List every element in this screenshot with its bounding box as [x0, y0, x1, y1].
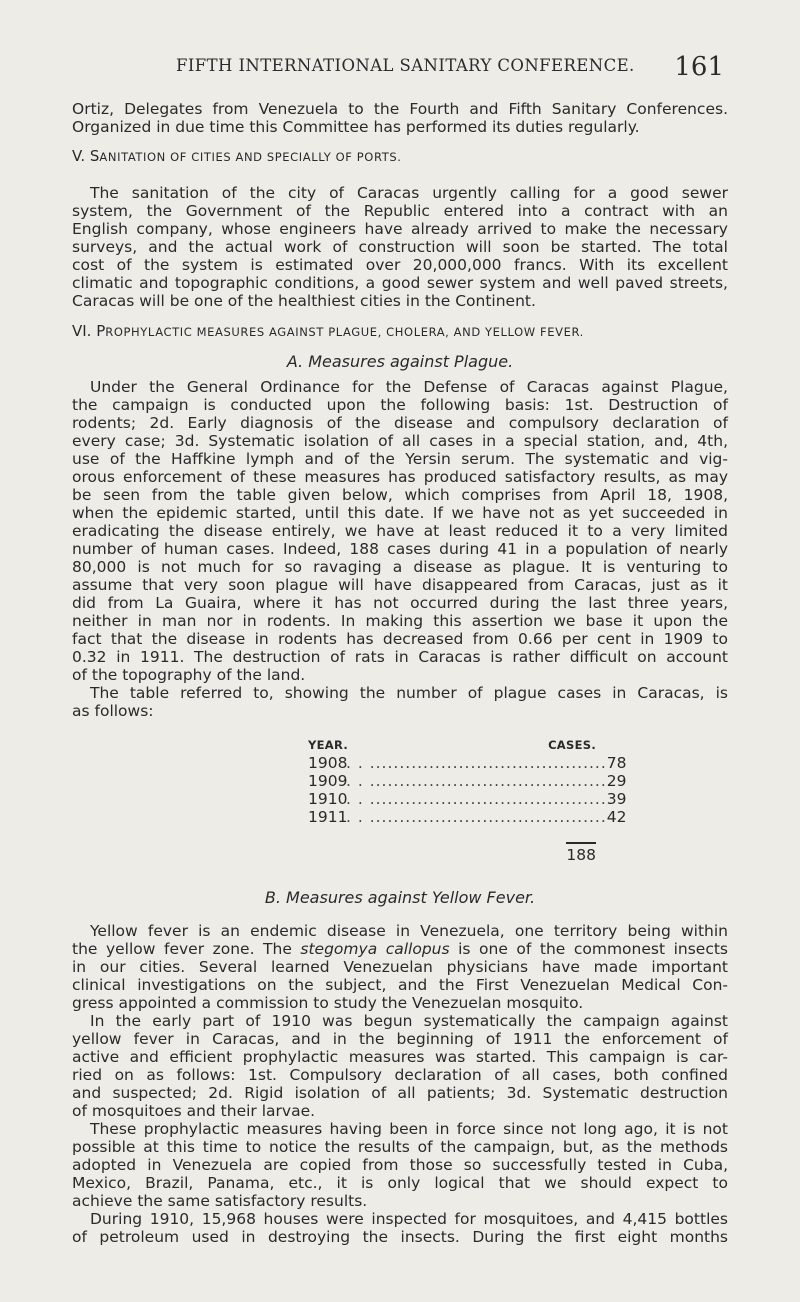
- body-line: and suspected; 2d. Rigid isolation of all patients; 3d. Systematic destruction: [72, 1084, 728, 1102]
- body-line: Yellow fever is an endemic disease in Venezuela, one territory being within: [90, 922, 728, 940]
- body-line: neither in man nor in rodents. In making this assertion we base it upon the: [72, 612, 728, 630]
- body-line: when the epidemic started, until this date. If we have not as yet succeeded in: [72, 504, 728, 522]
- body-line: English company, whose engineers have already arrived to make the necessary: [72, 220, 728, 238]
- body-line: [72, 940, 728, 958]
- table-row: [308, 754, 627, 772]
- section-title: ROPHYLACTIC MEASURES AGAINST PLAGUE, CHOLERA, AND YELLOW FEVER.: [105, 325, 584, 339]
- body-line: cost of the system is estimated over 20,000,000 francs. With its excellent: [72, 256, 728, 274]
- body-line: gress appointed a commission to study the Venezuelan mosquito.: [72, 994, 584, 1012]
- body-line: as follows:: [72, 702, 154, 720]
- table-row: [308, 772, 627, 790]
- section-initial: P: [96, 322, 106, 340]
- body-line: use of the Haffkine lymph and of the Yersin serum. The systematic and vig-: [72, 450, 728, 468]
- body-line: active and efficient prophylactic measures was started. This campaign is car-: [72, 1048, 728, 1066]
- subheading-plague: A. Measures against Plague.: [286, 352, 514, 371]
- year-cell: 1908: [308, 754, 348, 772]
- page-number: 161: [674, 52, 724, 82]
- year-cell: 1910: [308, 790, 348, 808]
- body-line: rodents; 2d. Early diagnosis of the disease and compulsory declaration of: [72, 414, 728, 432]
- body-line: be seen from the table given below, which comprises from April 18, 1908,: [72, 486, 728, 504]
- body-line: orous enforcement of these measures has produced satisfactory results, as may: [72, 468, 728, 486]
- body-line: Caracas will be one of the healthiest cities in the Continent.: [72, 292, 536, 310]
- body-line: 80,000 is not much for so ravaging a disease as plague. It is venturing to: [72, 558, 728, 576]
- body-line: of the topography of the land.: [72, 666, 306, 684]
- body-line: climatic and topographic conditions, a good sewer system and well paved streets,: [72, 274, 728, 292]
- section-heading-v: [72, 147, 728, 166]
- body-line: assume that very soon plague will have disappeared from Caracas, just as it: [72, 576, 728, 594]
- text-run: is one of the commonest insects: [449, 940, 728, 958]
- leader-dots: . . ........................................: [346, 808, 607, 826]
- text-run: the yellow fever zone. The: [72, 940, 301, 958]
- subheading-yellow-fever: B. Measures against Yellow Fever.: [264, 888, 536, 907]
- body-line: The table referred to, showing the number of plague cases in Caracas, is: [90, 684, 728, 702]
- year-cell: 1911: [308, 808, 348, 826]
- body-line: ried on as follows: 1st. Compulsory declaration of all cases, both confined: [72, 1066, 728, 1084]
- body-line: of mosquitoes and their larvae.: [72, 1102, 316, 1120]
- body-line: number of human cases. Indeed, 188 cases during 41 in a population of nearly: [72, 540, 728, 558]
- body-line: clinical investigations on the subject, and the First Venezuelan Medical Con-: [72, 976, 728, 994]
- section-numeral: V.: [72, 147, 86, 165]
- body-line: During 1910, 15,968 houses were inspected for mosquitoes, and 4,415 bottles: [90, 1210, 728, 1228]
- cases-cell: 39: [606, 790, 627, 808]
- body-line: of petroleum used in destroying the insects. During the first eight months: [72, 1228, 728, 1246]
- column-header-year: YEAR.: [308, 738, 349, 752]
- section-initial: S: [89, 147, 100, 165]
- body-line: Mexico, Brazil, Panama, etc., it is only logical that we should expect to: [72, 1174, 728, 1192]
- cases-cell: 78: [606, 754, 627, 772]
- species-name: stegomya callopus: [300, 940, 450, 958]
- section-numeral: VI.: [72, 322, 92, 340]
- body-line: in our cities. Several learned Venezuelan physicians have made important: [72, 958, 728, 976]
- body-line: the campaign is conducted upon the following basis: 1st. Destruction of: [72, 396, 728, 414]
- table-row: [308, 790, 627, 808]
- body-line: achieve the same satisfactory results.: [72, 1192, 368, 1210]
- body-line: system, the Government of the Republic entered into a contract with an: [72, 202, 728, 220]
- running-header: [72, 52, 724, 86]
- body-line: These prophylactic measures having been in force since not long ago, it is not: [90, 1120, 728, 1138]
- body-line: fact that the disease in rodents has decreased from 0.66 per cent in 1909 to: [72, 630, 728, 648]
- running-title: FIFTH INTERNATIONAL SANITARY CONFERENCE.: [176, 56, 635, 75]
- body-line: surveys, and the actual work of construction will soon be started. The total: [72, 238, 728, 256]
- body-line: Organized in due time this Committee has performed its duties regularly.: [72, 118, 640, 136]
- body-line: every case; 3d. Systematic isolation of all cases in a special station, and, 4th,: [72, 432, 728, 450]
- leader-dots: . . ........................................: [346, 754, 607, 772]
- year-cell: 1909: [308, 772, 348, 790]
- body-line: did from La Guaira, where it has not occurred during the last three years,: [72, 594, 728, 612]
- table-row: [308, 808, 627, 826]
- body-line: Ortiz, Delegates from Venezuela to the Fourth and Fifth Sanitary Conferences.: [72, 100, 728, 118]
- cases-cell: 42: [606, 808, 627, 826]
- body-line: In the early part of 1910 was begun systematically the campaign against: [90, 1012, 728, 1030]
- body-line: 0.32 in 1911. The destruction of rats in Caracas is rather difficult on account: [72, 648, 728, 666]
- section-title: ANITATION OF CITIES AND SPECIALLY OF PORTS.: [99, 150, 402, 164]
- body-line: eradicating the disease entirely, we have at least reduced it to a very limited: [72, 522, 728, 540]
- total-rule: [566, 842, 596, 844]
- body-line: Under the General Ordinance for the Defense of Caracas against Plague,: [90, 378, 728, 396]
- section-heading-vi: [72, 322, 728, 341]
- body-line: yellow fever in Caracas, and in the beginning of 1911 the enforcement of: [72, 1030, 728, 1048]
- table-total: 188: [566, 846, 596, 864]
- leader-dots: . . ........................................: [346, 772, 607, 790]
- body-line: possible at this time to notice the results of the campaign, but, as the methods: [72, 1138, 728, 1156]
- body-line: adopted in Venezuela are copied from those so successfully tested in Cuba,: [72, 1156, 728, 1174]
- body-line: The sanitation of the city of Caracas urgently calling for a good sewer: [90, 184, 728, 202]
- cases-cell: 29: [606, 772, 627, 790]
- leader-dots: . . ........................................: [346, 790, 607, 808]
- column-header-cases: CASES.: [548, 738, 596, 752]
